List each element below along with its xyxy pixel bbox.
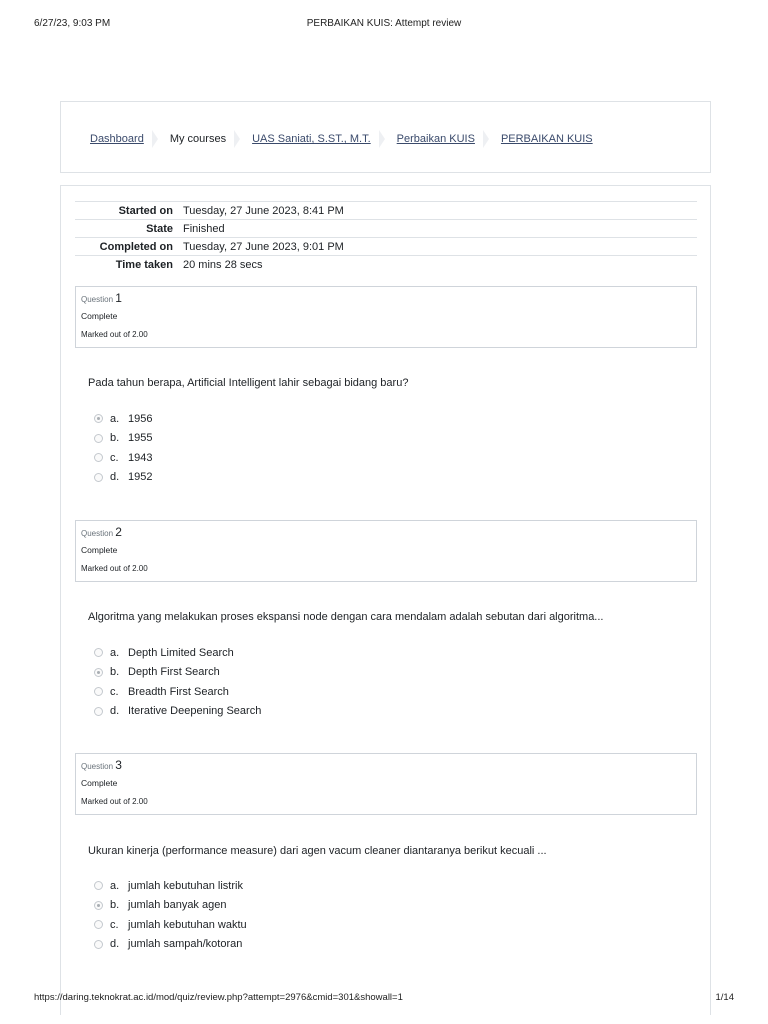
radio-icon[interactable]: [94, 648, 103, 657]
question-1-text: Pada tahun berapa, Artificial Intelligent lahir sebagai bidang baru?: [88, 377, 409, 389]
radio-icon[interactable]: [94, 687, 103, 696]
answer-text: 1943: [128, 451, 153, 464]
summary-value: Tuesday, 27 June 2023, 8:41 PM: [178, 202, 697, 220]
answer-letter: c.: [110, 918, 119, 931]
radio-checked-icon[interactable]: [94, 668, 103, 677]
answer-letter: d.: [110, 471, 120, 484]
print-page-count: 1/14: [715, 992, 734, 1003]
answer-letter: b.: [110, 899, 120, 912]
question-number-value: 1: [115, 291, 122, 305]
answer-letter: a.: [110, 879, 120, 892]
question-2-text: Algoritma yang melakukan proses ekspansi node dengan cara mendalam adalah sebutan dari algoritma...: [88, 611, 604, 623]
answer-letter: a.: [110, 412, 120, 425]
radio-checked-icon[interactable]: [94, 901, 103, 910]
answer-option[interactable]: [94, 429, 152, 449]
answer-option[interactable]: [94, 896, 247, 916]
breadcrumb-my-courses: My courses: [169, 133, 227, 145]
question-prefix: Question: [81, 529, 114, 538]
print-header: [34, 18, 734, 32]
question-grade: Marked out of 2.00: [81, 564, 148, 573]
question-3-text: Ukuran kinerja (performance measure) dari agen vacum cleaner diantaranya berikut kecuali ...: [88, 845, 547, 857]
summary-value: Tuesday, 27 June 2023, 9:01 PM: [178, 238, 697, 256]
breadcrumb: [90, 130, 593, 148]
answer-text: 1952: [128, 471, 153, 484]
main-content: [60, 185, 711, 1015]
question-3-answers: [94, 876, 247, 954]
question-state: Complete: [81, 778, 118, 788]
summary-label: Started on: [75, 202, 178, 220]
answer-text: Depth Limited Search: [128, 646, 234, 659]
answer-text: 1956: [128, 412, 153, 425]
answer-letter: a.: [110, 646, 120, 659]
answer-option[interactable]: [94, 876, 247, 896]
answer-text: Depth First Search: [128, 666, 220, 679]
radio-icon[interactable]: [94, 920, 103, 929]
answer-option[interactable]: [94, 468, 152, 488]
attempt-summary-table: [75, 201, 697, 274]
question-3-info: [75, 753, 697, 815]
question-grade: Marked out of 2.00: [81, 330, 148, 339]
answer-option[interactable]: [94, 448, 152, 468]
breadcrumb-separator-icon: [234, 130, 240, 148]
summary-row-completed: [75, 238, 697, 256]
question-1-info: [75, 286, 697, 348]
question-2-answers: [94, 643, 261, 721]
breadcrumb-quiz[interactable]: PERBAIKAN KUIS: [500, 133, 593, 145]
breadcrumb-separator-icon: [483, 130, 489, 148]
radio-checked-icon[interactable]: [94, 414, 103, 423]
answer-letter: c.: [110, 685, 119, 698]
answer-text: jumlah banyak agen: [128, 899, 227, 912]
answer-text: jumlah kebutuhan waktu: [128, 918, 247, 931]
answer-letter: d.: [110, 705, 120, 718]
radio-icon[interactable]: [94, 707, 103, 716]
radio-icon[interactable]: [94, 940, 103, 949]
breadcrumb-card: [60, 101, 711, 173]
answer-option[interactable]: [94, 409, 152, 429]
question-state: Complete: [81, 545, 118, 555]
print-page-title: PERBAIKAN KUIS: Attempt review: [306, 18, 462, 29]
answer-option[interactable]: [94, 643, 261, 663]
answer-text: Iterative Deepening Search: [128, 705, 262, 718]
question-number: [81, 291, 122, 305]
summary-row-state: [75, 220, 697, 238]
question-state: Complete: [81, 311, 118, 321]
question-number-value: 3: [115, 758, 122, 772]
answer-letter: d.: [110, 938, 120, 951]
print-datetime: 6/27/23, 9:03 PM: [34, 18, 111, 29]
radio-icon[interactable]: [94, 473, 103, 482]
answer-option[interactable]: [94, 935, 247, 955]
question-number: [81, 525, 122, 539]
breadcrumb-course[interactable]: UAS Saniati, S.ST., M.T.: [252, 133, 371, 145]
summary-label: State: [75, 220, 178, 238]
answer-text: jumlah kebutuhan listrik: [128, 879, 243, 892]
summary-label: Completed on: [75, 238, 178, 256]
question-prefix: Question: [81, 295, 114, 304]
breadcrumb-dashboard[interactable]: Dashboard: [90, 133, 144, 145]
answer-text: jumlah sampah/kotoran: [128, 938, 243, 951]
print-footer: [34, 992, 734, 1006]
question-grade: Marked out of 2.00: [81, 797, 148, 806]
answer-option[interactable]: [94, 915, 247, 935]
question-1-answers: [94, 409, 152, 487]
summary-row-time-taken: [75, 256, 697, 274]
answer-letter: b.: [110, 432, 120, 445]
question-prefix: Question: [81, 762, 114, 771]
answer-letter: b.: [110, 666, 120, 679]
summary-label: Time taken: [75, 256, 178, 274]
answer-option[interactable]: [94, 702, 261, 722]
radio-icon[interactable]: [94, 453, 103, 462]
question-2-info: [75, 520, 697, 582]
answer-text: Breadth First Search: [128, 685, 229, 698]
summary-row-started: [75, 202, 697, 220]
radio-icon[interactable]: [94, 881, 103, 890]
question-number-value: 2: [115, 525, 122, 539]
summary-value: Finished: [178, 220, 697, 238]
answer-option[interactable]: [94, 682, 261, 702]
answer-letter: c.: [110, 451, 119, 464]
summary-value: 20 mins 28 secs: [178, 256, 697, 274]
answer-text: 1955: [128, 432, 153, 445]
breadcrumb-section[interactable]: Perbaikan KUIS: [396, 133, 475, 145]
print-url: https://daring.teknokrat.ac.id/mod/quiz/review.php?attempt=2976&cmid=301&showall=1: [34, 992, 403, 1003]
question-number: [81, 758, 122, 772]
radio-icon[interactable]: [94, 434, 103, 443]
answer-option[interactable]: [94, 663, 261, 683]
breadcrumb-separator-icon: [152, 130, 158, 148]
breadcrumb-separator-icon: [379, 130, 385, 148]
